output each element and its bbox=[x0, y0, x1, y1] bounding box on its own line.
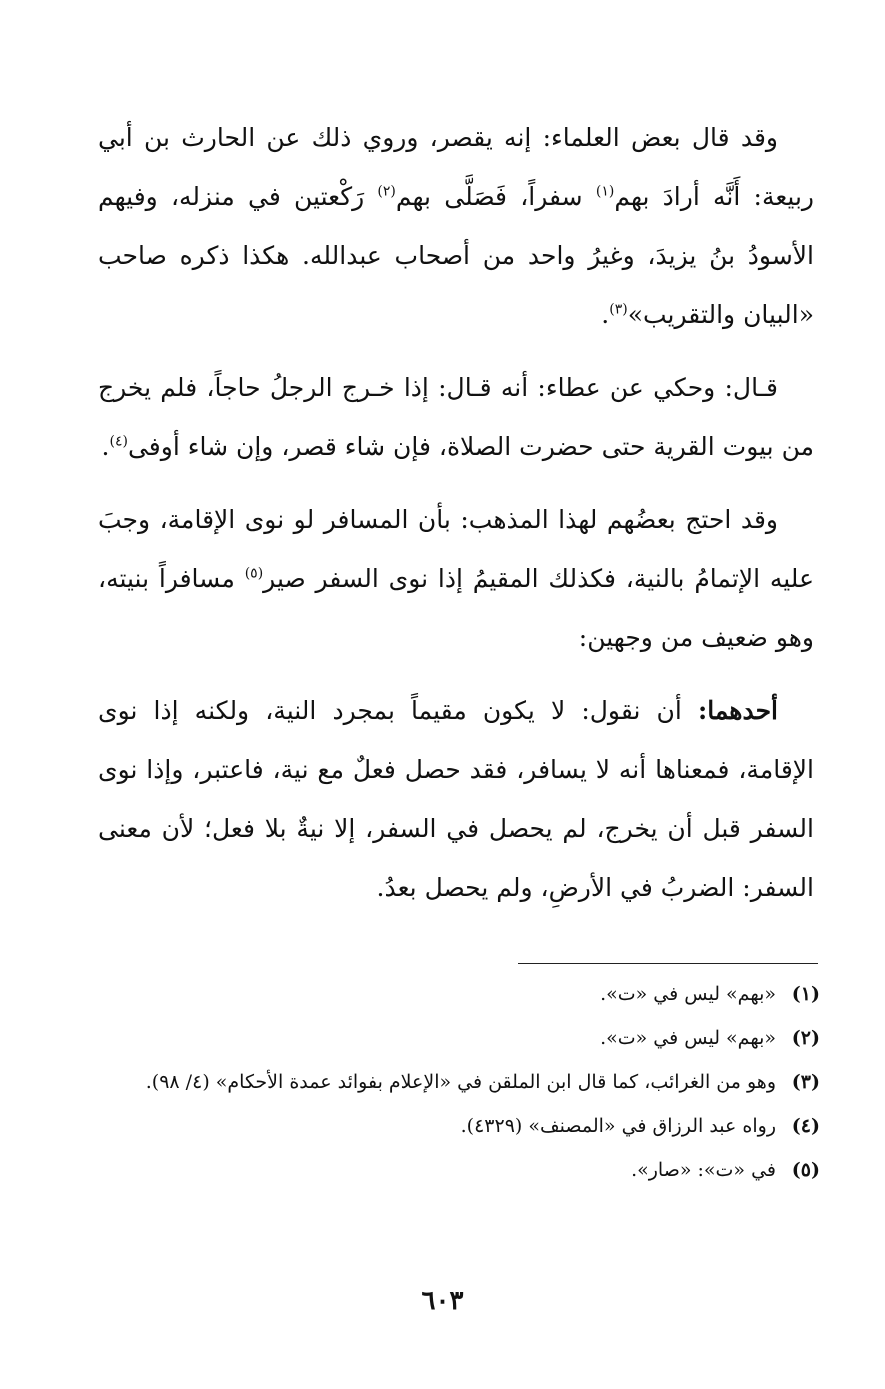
footnote-text: رواه عبد الرزاق في «المصنف» (٤٣٢٩). bbox=[460, 1115, 776, 1137]
footnote-marker: (١) bbox=[595, 183, 615, 200]
main-text bbox=[98, 108, 814, 931]
page-number: ٦٠٣ bbox=[421, 1286, 464, 1316]
footnote-separator bbox=[518, 963, 818, 964]
text-run: أن نقول: لا يكون مقيماً بمجرد النية، ولكنه إذا نوى الإقامة، فمعناها أنه لا يسافر، فقد حصل فعلٌ مع نية، فاعتبر، وإذا نوى السفر قبل أن يخرج، لم يحصل في السفر، إلا نيةٌ بلا فعل؛ لأن معنى السفر: الضربُ في الأرضِ، ولم يحصل بعدُ. bbox=[98, 696, 814, 902]
footnote bbox=[98, 1065, 820, 1099]
footnote bbox=[98, 1153, 820, 1187]
footnote-marker: (٥) bbox=[244, 565, 264, 582]
footnote bbox=[98, 1021, 820, 1055]
footnotes bbox=[98, 977, 820, 1197]
footnote-text: في «ت»: «صار». bbox=[631, 1159, 776, 1181]
paragraph-lead: أحدهما: bbox=[697, 696, 778, 725]
text-run: قـال: وحكي عن عطاء: أنه قـال: إذا خـرج الرجلُ حاجاً، فلم يخرج من بيوت القرية حتى حضرت الصلاة، فإن شاء قصر، وإن شاء أوفى bbox=[98, 373, 814, 461]
text-run: . bbox=[101, 432, 110, 461]
footnote-number: (٥) bbox=[791, 1159, 820, 1181]
footnote bbox=[98, 1109, 820, 1143]
text-run: رَكْعتين في منزله، وفيهم الأسودُ بنُ يزيدَ، وغيرُ واحد من أصحاب عبدالله. هكذا ذكره صاحب «البيان والتقريب» bbox=[98, 182, 814, 329]
text-run: . bbox=[601, 300, 610, 329]
paragraph bbox=[98, 681, 814, 917]
text-run: سفراً، فَصَلَّى بهم bbox=[395, 182, 596, 211]
footnote-text: «بهم» ليس في «ت». bbox=[600, 1027, 776, 1049]
footnote-text: وهو من الغرائب، كما قال ابن الملقن في «الإعلام بفوائد عمدة الأحكام» (٤/ ٩٨). bbox=[145, 1071, 776, 1093]
paragraph bbox=[98, 358, 814, 476]
footnote-number: (٢) bbox=[791, 1027, 820, 1049]
text-run: مسافراً بنيته، وهو ضعيف من وجهين: bbox=[98, 564, 814, 652]
footnote-number: (٤) bbox=[791, 1115, 820, 1137]
footnote-number: (٣) bbox=[791, 1071, 820, 1093]
footnote-number: (١) bbox=[791, 983, 820, 1005]
footnote-marker: (٢) bbox=[377, 183, 396, 200]
footnote-marker: (٣) bbox=[609, 301, 628, 318]
text-run: وقد احتج بعضُهم لهذا المذهب: بأن المسافر لو نوى الإقامة، وجبَ عليه الإتمامُ بالنية، فكذلك المقيمُ إذا نوى السفر صير bbox=[98, 505, 814, 593]
footnote bbox=[98, 977, 820, 1011]
text-run: وقد قال بعض العلماء: إنه يقصر، وروي ذلك عن الحارث بن أبي ربيعة: أَنَّه أرادَ بهم bbox=[98, 123, 815, 211]
footnote-text: «بهم» ليس في «ت». bbox=[600, 983, 776, 1005]
paragraph bbox=[98, 490, 814, 667]
footnote-marker: (٤) bbox=[109, 433, 128, 450]
paragraph bbox=[98, 108, 814, 344]
